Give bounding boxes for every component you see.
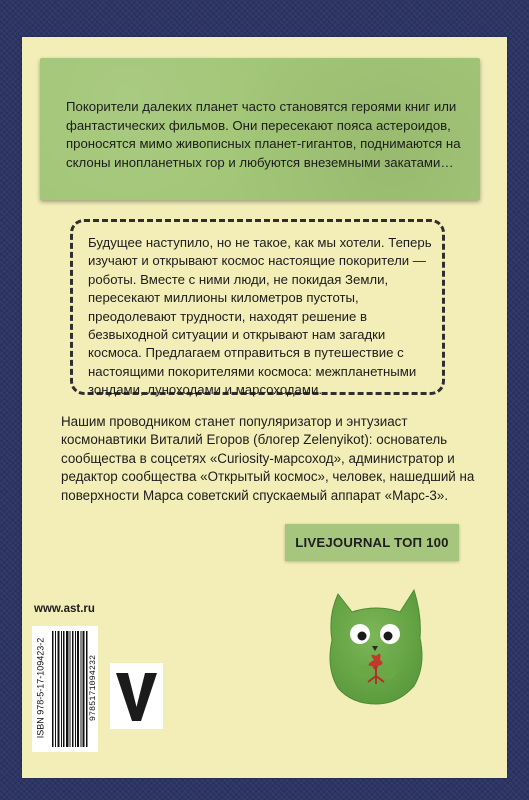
livejournal-badge: [285, 524, 459, 561]
barcode-icon: [52, 631, 88, 747]
badge-label: LIVEJOURNAL ТОП 100: [295, 535, 449, 550]
website-link[interactable]: www.ast.ru: [34, 603, 95, 615]
isbn-text: ISBN 978-5-17-109423-2: [35, 637, 46, 739]
barcode-number: [88, 628, 98, 748]
v-logo-icon: [110, 663, 163, 729]
guide-text: Нашим проводником станет популяризатор и энтузиаст космонавтики Виталий Егоров (блогер Zelenyikot): основатель сообщества в соцсетях «Curiosity-марсоход», администратор и редактор сообщества «Открытый космос», человек, нашедший на поверхности Марса советский спускаемый аппарат «Марс-3».: [61, 414, 475, 503]
barcode-number-text: 9785171094232: [88, 654, 98, 722]
isbn-label: [33, 628, 47, 748]
intro-text: Покорители далеких планет часто становятся героями книг или фантастических фильмов. Они пересекают пояса астероидов, проносятся мимо живописных планет-гигантов, поднимаются на склоны инопланетных гор и любуются внеземными закатами…: [66, 99, 461, 170]
green-cat-owl-icon: [322, 576, 430, 706]
main-text: Будущее наступило, но не такое, как мы хотели. Теперь изучают и открывают космос настоящие покорители — роботы. Вместе с ними люди, не покидая Земли, пересекают миллионы километров пустоты, преодолевают трудности, находят решение в безвыходной ситуации и открывают нам загадки космоса. Предлагаем отправиться в путешествие с настоящими покорителями космоса: межпланетными зондами, луноходами и марсоходами.: [88, 235, 432, 398]
